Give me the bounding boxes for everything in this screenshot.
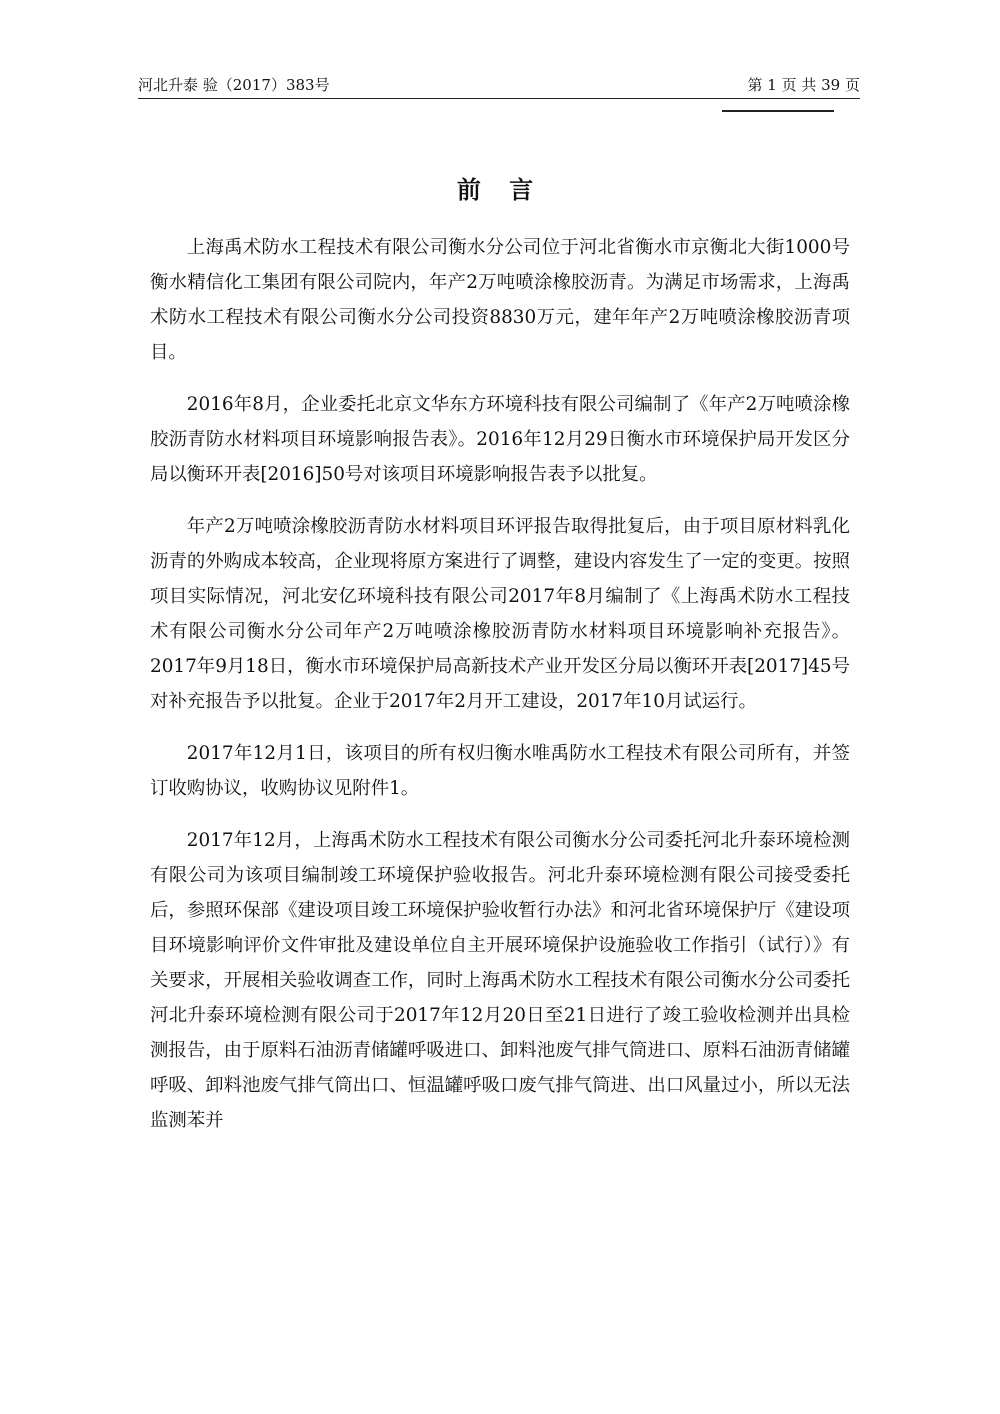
body-text: [150, 230, 850, 1155]
paragraph: 上海禹术防水工程技术有限公司衡水分公司位于河北省衡水市京衡北大街1000号衡水精信化工集团有限公司院内，年产2万吨喷涂橡胶沥青。为满足市场需求，上海禹术防水工程技术有限公司衡水分公司投资8830万元，建年年产2万吨喷涂橡胶沥青项目。: [150, 237, 850, 363]
document-number: 河北升泰 验（2017）383号: [138, 76, 330, 94]
page-header: [138, 68, 860, 99]
paragraph: 2017年12月1日，该项目的所有权归衡水唯禹防水工程技术有限公司所有，并签订收购协议，收购协议见附件1。: [150, 743, 850, 799]
paragraph: 年产2万吨喷涂橡胶沥青防水材料项目环评报告取得批复后，由于项目原材料乳化沥青的外购成本较高，企业现将原方案进行了调整，建设内容发生了一定的变更。按照项目实际情况，河北安亿环境科技有限公司2017年8月编制了《上海禹术防水工程技术有限公司衡水分公司年产2万吨喷涂橡胶沥青防水材料项目环境影响补充报告》。2017年9月18日，衡水市环境保护局高新技术产业开发区分局以衡环开表[2017]45号对补充报告予以批复。企业于2017年2月开工建设，2017年10月试运行。: [150, 516, 850, 712]
header-underline: [722, 110, 834, 112]
page-title: 前 言: [456, 175, 544, 204]
paragraph: 2016年8月，企业委托北京文华东方环境科技有限公司编制了《年产2万吨喷涂橡胶沥青防水材料项目环境影响报告表》。2016年12月29日衡水市环境保护局开发区分局以衡环开表[2016]50号对该项目环境影响报告表予以批复。: [150, 394, 850, 485]
page-number: 第 1 页 共 39 页: [747, 76, 860, 94]
paragraph: 2017年12月，上海禹术防水工程技术有限公司衡水分公司委托河北升泰环境检测有限公司为该项目编制竣工环境保护验收报告。河北升泰环境检测有限公司接受委托后，参照环保部《建设项目竣工环境保护验收暂行办法》和河北省环境保护厅《建设项目环境影响评价文件审批及建设单位自主开展环境保护设施验收工作指引（试行）》有关要求，开展相关验收调查工作，同时上海禹术防水工程技术有限公司衡水分公司委托河北升泰环境检测有限公司于2017年12月20日至21日进行了竣工验收检测并出具检测报告，由于原料石油沥青储罐呼吸进口、卸料池废气排气筒进口、原料石油沥青储罐呼吸、卸料池废气排气筒出口、恒温罐呼吸口废气排气筒进、出口风量过小，所以无法监测苯并: [150, 830, 850, 1131]
